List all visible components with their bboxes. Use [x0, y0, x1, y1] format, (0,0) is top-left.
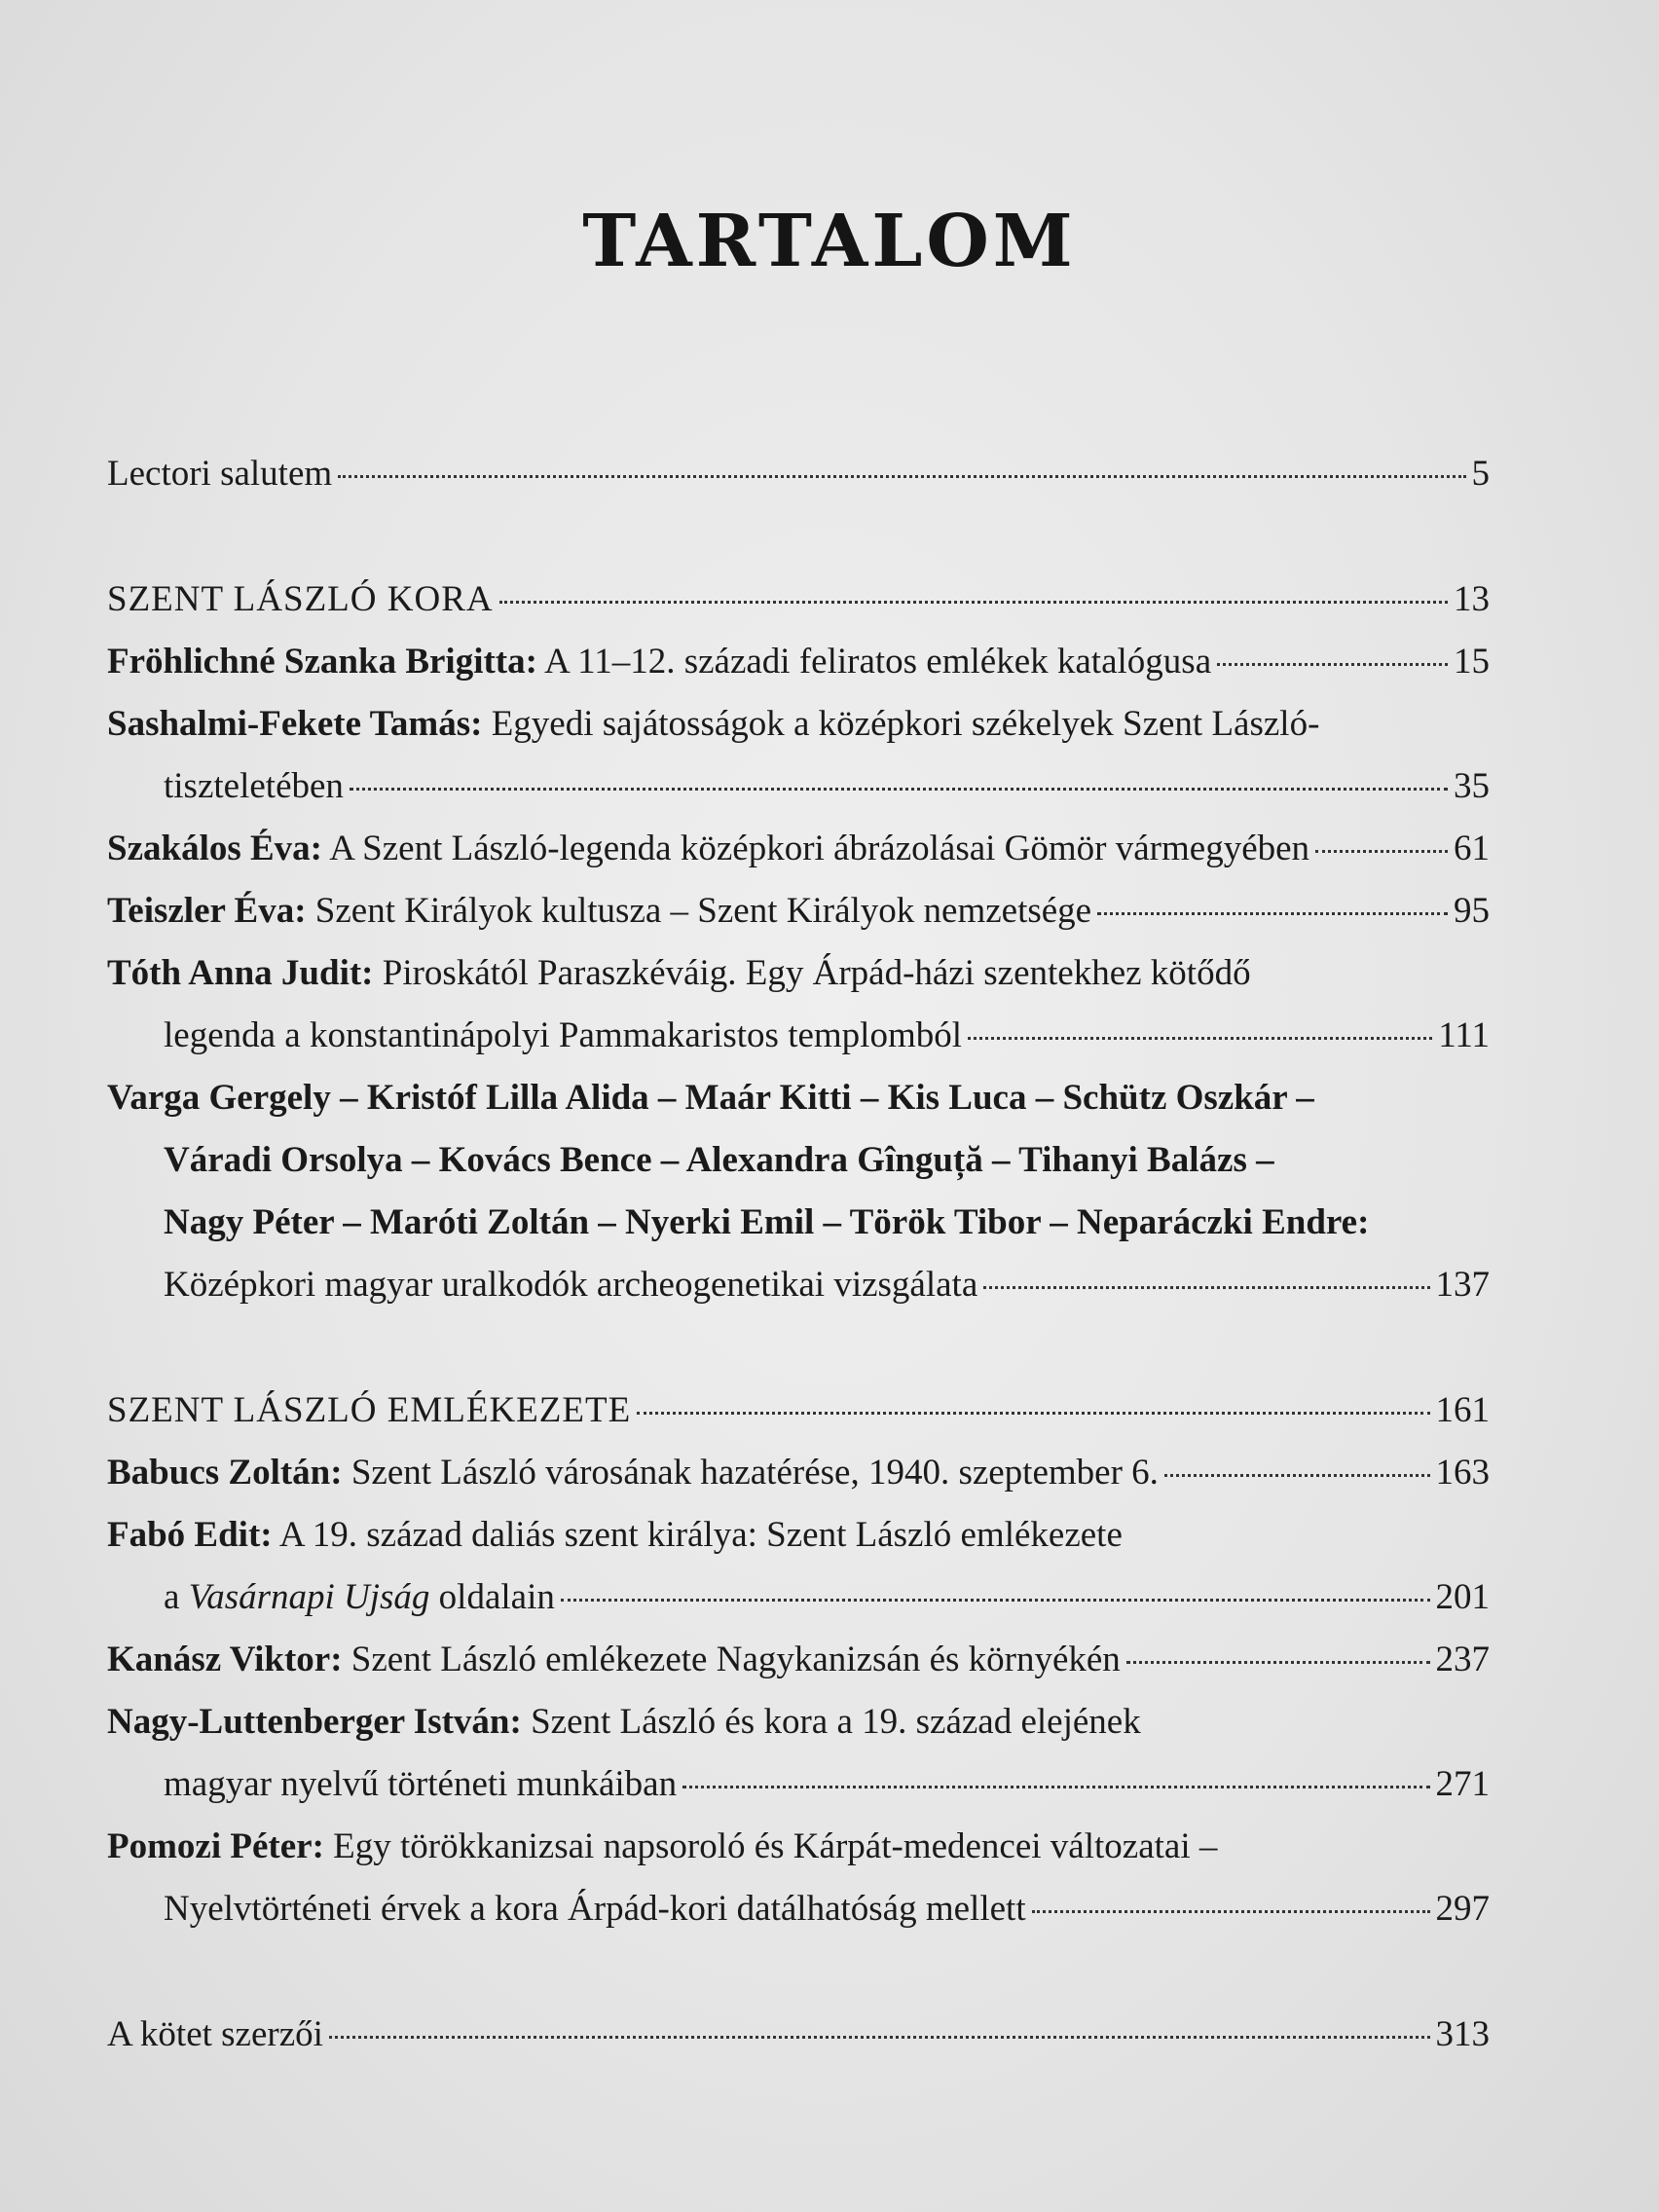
entry-title: Egyedi sajátosságok a középkori székelyek Szent László-	[482, 704, 1320, 744]
entry-author: Szakálos Éva:	[107, 829, 323, 868]
dot-leader	[968, 1037, 1432, 1040]
page-number: 35	[1454, 766, 1490, 806]
toc-entry-lectori	[107, 443, 1490, 505]
entry-title: Piroskától Paraszkéváig. Egy Árpád-házi szentekhez kötődő	[373, 953, 1251, 993]
dot-leader	[350, 788, 1448, 791]
toc-entry	[107, 1442, 1490, 1504]
page-number: 161	[1435, 1390, 1490, 1430]
dot-leader	[1032, 1910, 1430, 1913]
dot-leader	[329, 2036, 1430, 2039]
dot-leader	[1217, 663, 1448, 666]
entry-author: Fröhlichné Szanka Brigitta:	[107, 642, 537, 682]
toc-entry	[107, 1629, 1490, 1691]
page-title: TARTALOM	[582, 200, 1077, 283]
page-number: 137	[1435, 1265, 1490, 1305]
dot-leader	[561, 1599, 1430, 1602]
page-number: 15	[1454, 642, 1490, 682]
entry-authors-continued: Nagy Péter – Maróti Zoltán – Nyerki Emil – Török Tibor – Neparáczki Endre:	[164, 1202, 1370, 1242]
entry-title: Egy törökkanizsai napsoroló és Kárpát-medencei változatai –	[323, 1826, 1218, 1866]
entry-title-continued: a Vasárnapi Ujság oldalain	[164, 1577, 555, 1617]
entry-author: Pomozi Péter:	[107, 1826, 324, 1866]
entry-author: Tóth Anna Judit:	[107, 953, 374, 993]
dot-leader	[983, 1286, 1429, 1289]
toc-section-szent-laszlo-emlekezete	[107, 1380, 1490, 1442]
entry-author: Teiszler Éva:	[107, 891, 307, 931]
toc-entry	[107, 631, 1490, 693]
table-of-contents	[107, 443, 1490, 2066]
section-title: SZENT LÁSZLÓ KORA	[107, 579, 494, 619]
entry-title: Lectori salutem	[107, 454, 333, 494]
entry-title-continued: tiszteletében	[164, 766, 344, 806]
entry-author: Nagy-Luttenberger István:	[107, 1702, 522, 1742]
entry-author: Fabó Edit:	[107, 1515, 273, 1555]
entry-author: Sashalmi-Fekete Tamás:	[107, 704, 483, 744]
page-number: 201	[1435, 1577, 1490, 1617]
entry-title: Középkori magyar uralkodók archeogenetikai vizsgálata	[164, 1265, 978, 1305]
page-number: 313	[1435, 2014, 1490, 2054]
entry-title: Szent László városának hazatérése, 1940. szeptember 6.	[342, 1453, 1159, 1493]
page-number: 111	[1438, 1015, 1490, 1055]
toc-entry	[107, 1504, 1490, 1629]
entry-title: Szent László és kora a 19. század elejének	[521, 1702, 1141, 1742]
dot-leader	[338, 475, 1465, 478]
entry-title-continued: legenda a konstantinápolyi Pammakaristos templomból	[164, 1015, 963, 1055]
entry-title-continued: magyar nyelvű történeti munkáiban	[164, 1764, 678, 1804]
entry-authors: Varga Gergely – Kristóf Lilla Alida – Maár Kitti – Kis Luca – Schütz Oszkár –	[107, 1078, 1314, 1118]
page-number: 61	[1454, 829, 1490, 868]
dot-leader	[682, 1786, 1429, 1788]
dot-leader	[1164, 1474, 1430, 1477]
toc-entry	[107, 1067, 1490, 1316]
toc-entry	[107, 880, 1490, 942]
entry-author: Kanász Viktor:	[107, 1640, 343, 1679]
page-number: 163	[1435, 1453, 1490, 1493]
toc-section-szent-laszlo-kora	[107, 569, 1490, 631]
dot-leader	[1097, 912, 1448, 915]
page-number: 237	[1435, 1640, 1490, 1679]
page-number: 271	[1435, 1764, 1490, 1804]
entry-title: A 19. század daliás szent királya: Szent László emlékezete	[272, 1515, 1123, 1555]
toc-entry	[107, 942, 1490, 1067]
entry-title: Szent Királyok kultusza – Szent Királyok nemzetsége	[306, 891, 1092, 931]
toc-entry	[107, 1816, 1490, 1940]
entry-authors-continued: Váradi Orsolya – Kovács Bence – Alexandra Gînguță – Tihanyi Balázs –	[164, 1140, 1274, 1180]
section-title: SZENT LÁSZLÓ EMLÉKEZETE	[107, 1390, 632, 1430]
toc-entry	[107, 1691, 1490, 1816]
entry-title: A 11–12. századi feliratos emlékek katalógusa	[536, 642, 1212, 682]
toc-entry	[107, 818, 1490, 880]
italic-journal-title: Vasárnapi Ujság	[188, 1577, 430, 1617]
entry-title: Szent László emlékezete Nagykanizsán és környékén	[342, 1640, 1121, 1679]
dot-leader	[499, 601, 1448, 604]
entry-title-continued: Nyelvtörténeti érvek a kora Árpád-kori datálhatóság mellett	[164, 1889, 1026, 1929]
dot-leader	[1315, 850, 1448, 853]
entry-title: A kötet szerzői	[107, 2014, 323, 2054]
page-number: 95	[1454, 891, 1490, 931]
entry-author: Babucs Zoltán:	[107, 1453, 343, 1493]
page-number: 5	[1471, 454, 1490, 494]
toc-entry	[107, 693, 1490, 818]
page-number: 297	[1435, 1889, 1490, 1929]
toc-entry-authors	[107, 2004, 1490, 2066]
entry-title: A Szent László-legenda középkori ábrázolásai Gömör vármegyében	[322, 829, 1310, 868]
page-number: 13	[1454, 579, 1490, 619]
dot-leader	[637, 1412, 1429, 1415]
dot-leader	[1126, 1661, 1430, 1664]
